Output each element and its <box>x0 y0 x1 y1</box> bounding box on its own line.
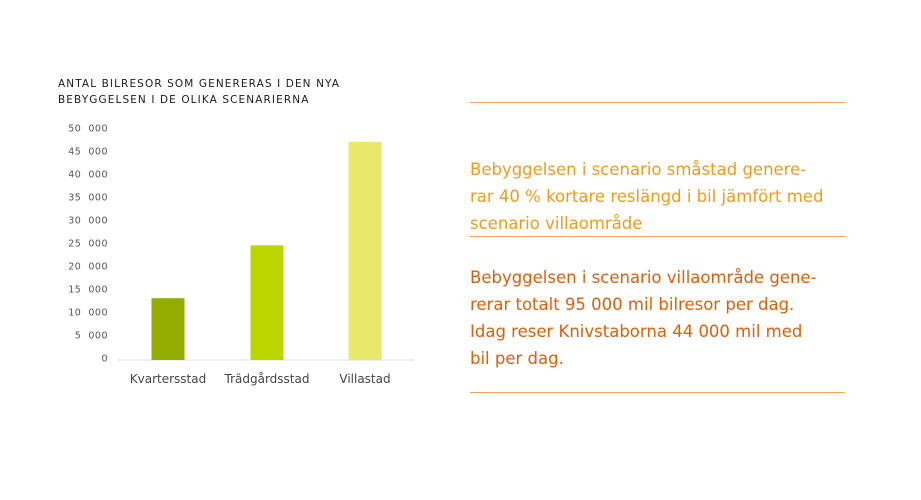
y-tick-label: 15 000 <box>68 284 108 296</box>
divider-top <box>470 102 845 103</box>
bars <box>152 142 382 360</box>
y-tick-label: 0 <box>101 353 108 365</box>
chart-title-line-2: BEBYGGELSEN I DE OLIKA SCENARIERNA <box>58 94 310 106</box>
statement-2-line-1: Bebyggelsen i scenario villaområde gene- <box>470 268 817 287</box>
y-tick-label: 50 000 <box>68 123 108 135</box>
statement-1-line-3: scenario villaområde <box>470 214 643 233</box>
divider-middle <box>470 236 845 237</box>
bar-chart <box>0 0 460 420</box>
y-tick-label: 20 000 <box>68 261 108 273</box>
category-label: Kvartersstad <box>129 372 207 386</box>
divider-bottom <box>470 392 845 393</box>
statement-1-line-1: Bebyggelsen i scenario småstad genere- <box>470 160 807 179</box>
y-axis-ticks <box>68 124 108 365</box>
y-tick-label: 35 000 <box>68 192 108 204</box>
chart-title-line-1: ANTAL BILRESOR SOM GENERERAS I DEN NYA <box>58 78 341 90</box>
statement-smastad <box>470 156 845 237</box>
statement-2-line-3: Idag reser Knivstaborna 44 000 mil med <box>470 322 803 341</box>
y-tick-label: 5 000 <box>74 330 108 342</box>
y-tick-label: 10 000 <box>68 307 108 319</box>
statement-2-line-4: bil per dag. <box>470 349 564 368</box>
y-tick-label: 25 000 <box>68 238 108 250</box>
statement-2-line-2: rerar totalt 95 000 mil bilresor per dag. <box>470 295 795 314</box>
category-label: Villastad <box>339 372 391 386</box>
bar-villastad <box>349 142 382 360</box>
statement-1-line-2: rar 40 % kortare reslängd i bil jämfört med <box>470 187 824 206</box>
bar-trädgårdsstad <box>251 245 284 360</box>
y-tick-label: 45 000 <box>68 146 108 158</box>
category-label: Trädgårdsstad <box>224 372 310 386</box>
category-labels <box>130 372 391 386</box>
bar-kvartersstad <box>152 298 185 360</box>
y-tick-label: 30 000 <box>68 215 108 227</box>
y-tick-label: 40 000 <box>68 169 108 181</box>
statement-villaomrade <box>470 264 845 372</box>
